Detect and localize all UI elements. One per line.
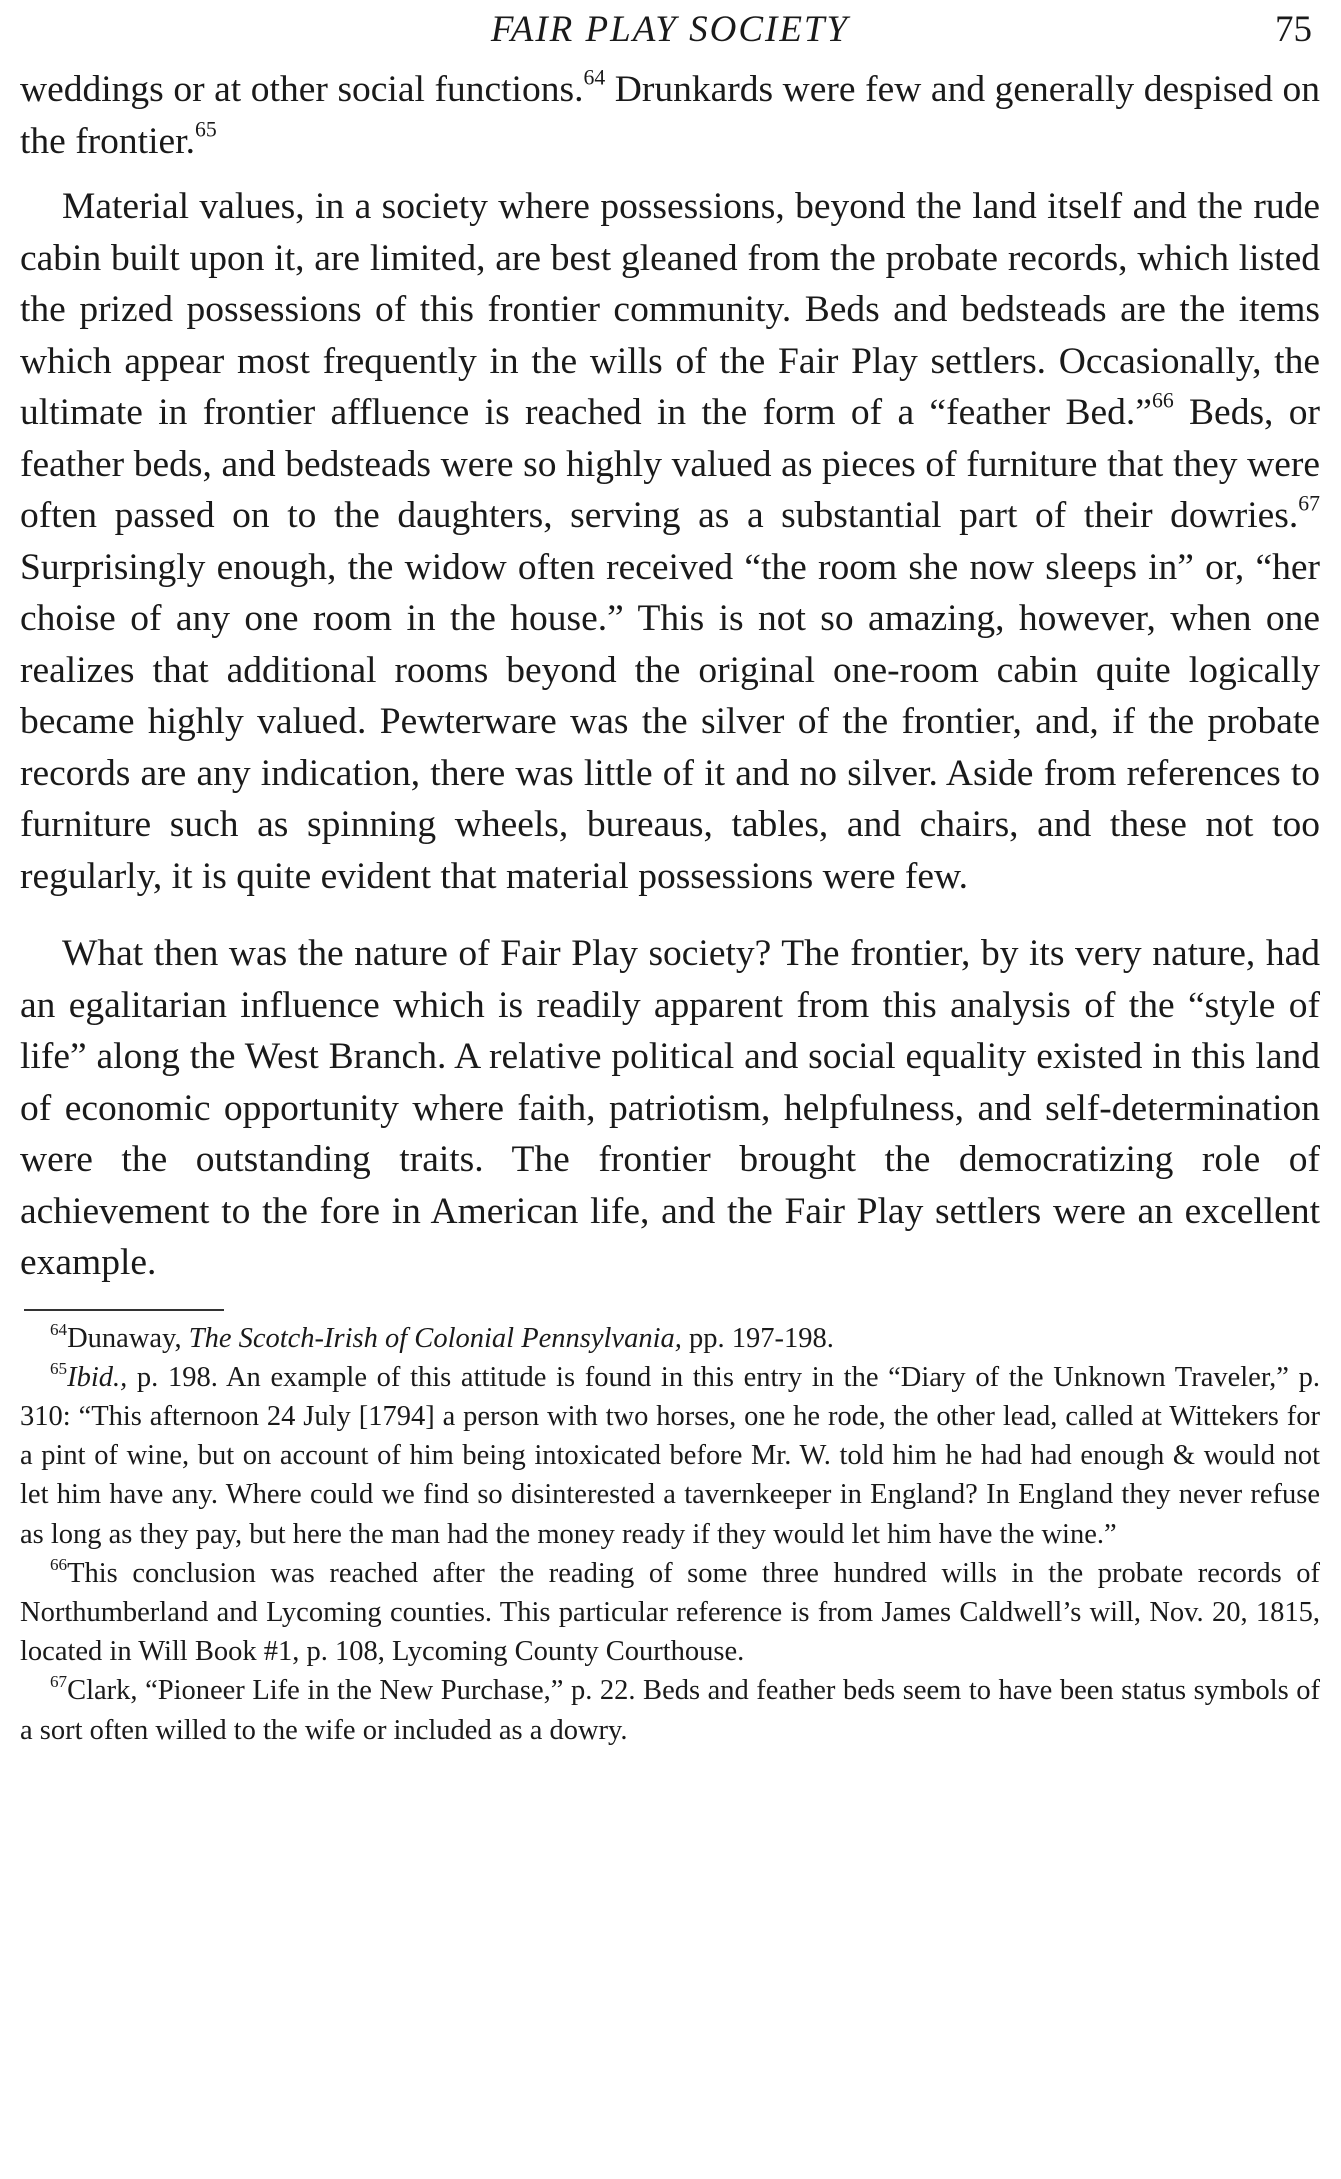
paragraph-text: Beds, or feather beds, and bedsteads were so highly valued as pieces of furniture that they were often passed on to the daughters, serving as a substantial part of their dowries.	[20, 392, 1320, 536]
paragraph-text: Surprisingly enough, the widow often received “the room she now sleeps in” or, “her choise of any one room in the house.” This is not so amazing, however, when one realizes that additional rooms beyond the original one-room cabin quite logically became highly valued. Pewterware was the silver of the frontier, and, if the probate records are any indication, there was little of it and no silver. Aside from references to furniture such as spinning wheels, bureaus, tables, and chairs, and these not too regularly, it is quite evident that material possessions were few.	[20, 546, 1320, 897]
paragraph-text: weddings or at other social functions.	[20, 69, 584, 110]
footnote-book-title: The Scotch-Irish of Colonial Pennsylvania,	[188, 1322, 682, 1354]
footnote-ibid: Ibid.,	[67, 1361, 128, 1393]
paragraph-text: What then was the nature of Fair Play society? The frontier, by its very nature, had an egalitarian influence which is readily apparent from this analysis of the “style of life” along the West Branch. A relative political and social equality existed in this land of economic opportunity where faith, patriotism, helpfulness, and self-determination were the outstanding traits. The frontier brought the democratizing role of achievement to the fore in American life, and the Fair Play settlers were an excellent example.	[20, 933, 1320, 1283]
footnote-text: This conclusion was reached after the reading of some three hundred wills in the probate records of Northumberland and Lycoming counties. This particular reference is from James Caldwell’s will, Nov. 20, 1815, located in Will Book #1, p. 108, Lycoming County Courthouse.	[20, 1557, 1320, 1668]
footnote-ref-66[interactable]: 66	[1151, 388, 1174, 413]
footnote-number: 64	[50, 1319, 68, 1339]
paragraph-material-values	[20, 181, 1320, 902]
footnote-number: 67	[50, 1672, 68, 1692]
footnote-number: 66	[50, 1554, 68, 1574]
footnote-ref-67[interactable]: 67	[1298, 491, 1320, 516]
footnote-text: pp. 197-198.	[681, 1322, 834, 1354]
footnote-ref-65[interactable]: 65	[194, 117, 217, 142]
footnote-number: 65	[50, 1358, 68, 1378]
footnote-66	[20, 1554, 1320, 1672]
paragraph-text: Drunkards were few and generally despised on the frontier.	[20, 69, 1320, 162]
footnote-text: Clark, “Pioneer Life in the New Purchase,” p. 22. Beds and feather beds seem to have been status symbols of a sort often willed to the wife or included as a dowry.	[20, 1675, 1320, 1746]
footnote-67	[20, 1671, 1320, 1749]
footnote-64	[20, 1319, 1320, 1358]
running-title: FAIR PLAY SOCIETY	[490, 9, 850, 50]
running-head	[20, 0, 1320, 64]
paragraph-continued	[20, 64, 1320, 167]
page-number: 75	[1275, 9, 1312, 50]
paragraph-text: Material values, in a society where possessions, beyond the land itself and the rude cabin built upon it, are limited, are best gleaned from the probate records, which listed the prized possessions of this frontier community. Beds and bedsteads are the items which appear most frequently in the wills of the Fair Play settlers. Occasionally, the ultimate in frontier affluence is reached in the form of a “feather Bed.”	[20, 186, 1320, 433]
footnote-text: p. 198. An example of this attitude is found in this entry in the “Diary of the Unknown Traveler,” p. 310: “This afternoon 24 July [1794] a person with two horses, one he rode, the other lead, called at Wittekers for a pint of wine, but on account of him being intoxicated before Mr. W. told him he had had enough & would not let him have any. Where could we find so disinterested a tavernkeeper in England? In England they never refuse as long as they pay, but here the man had the money ready if they would let him have the wine.”	[20, 1361, 1320, 1550]
paragraph-fair-play-society	[20, 928, 1320, 1289]
footnote-ref-64[interactable]: 64	[583, 65, 606, 90]
footnote-65	[20, 1358, 1320, 1554]
body-text	[20, 64, 1320, 1289]
footnotes	[20, 1319, 1320, 1750]
footnote-divider	[24, 1309, 224, 1311]
footnote-text: Dunaway,	[67, 1322, 189, 1354]
book-page	[20, 0, 1320, 1750]
